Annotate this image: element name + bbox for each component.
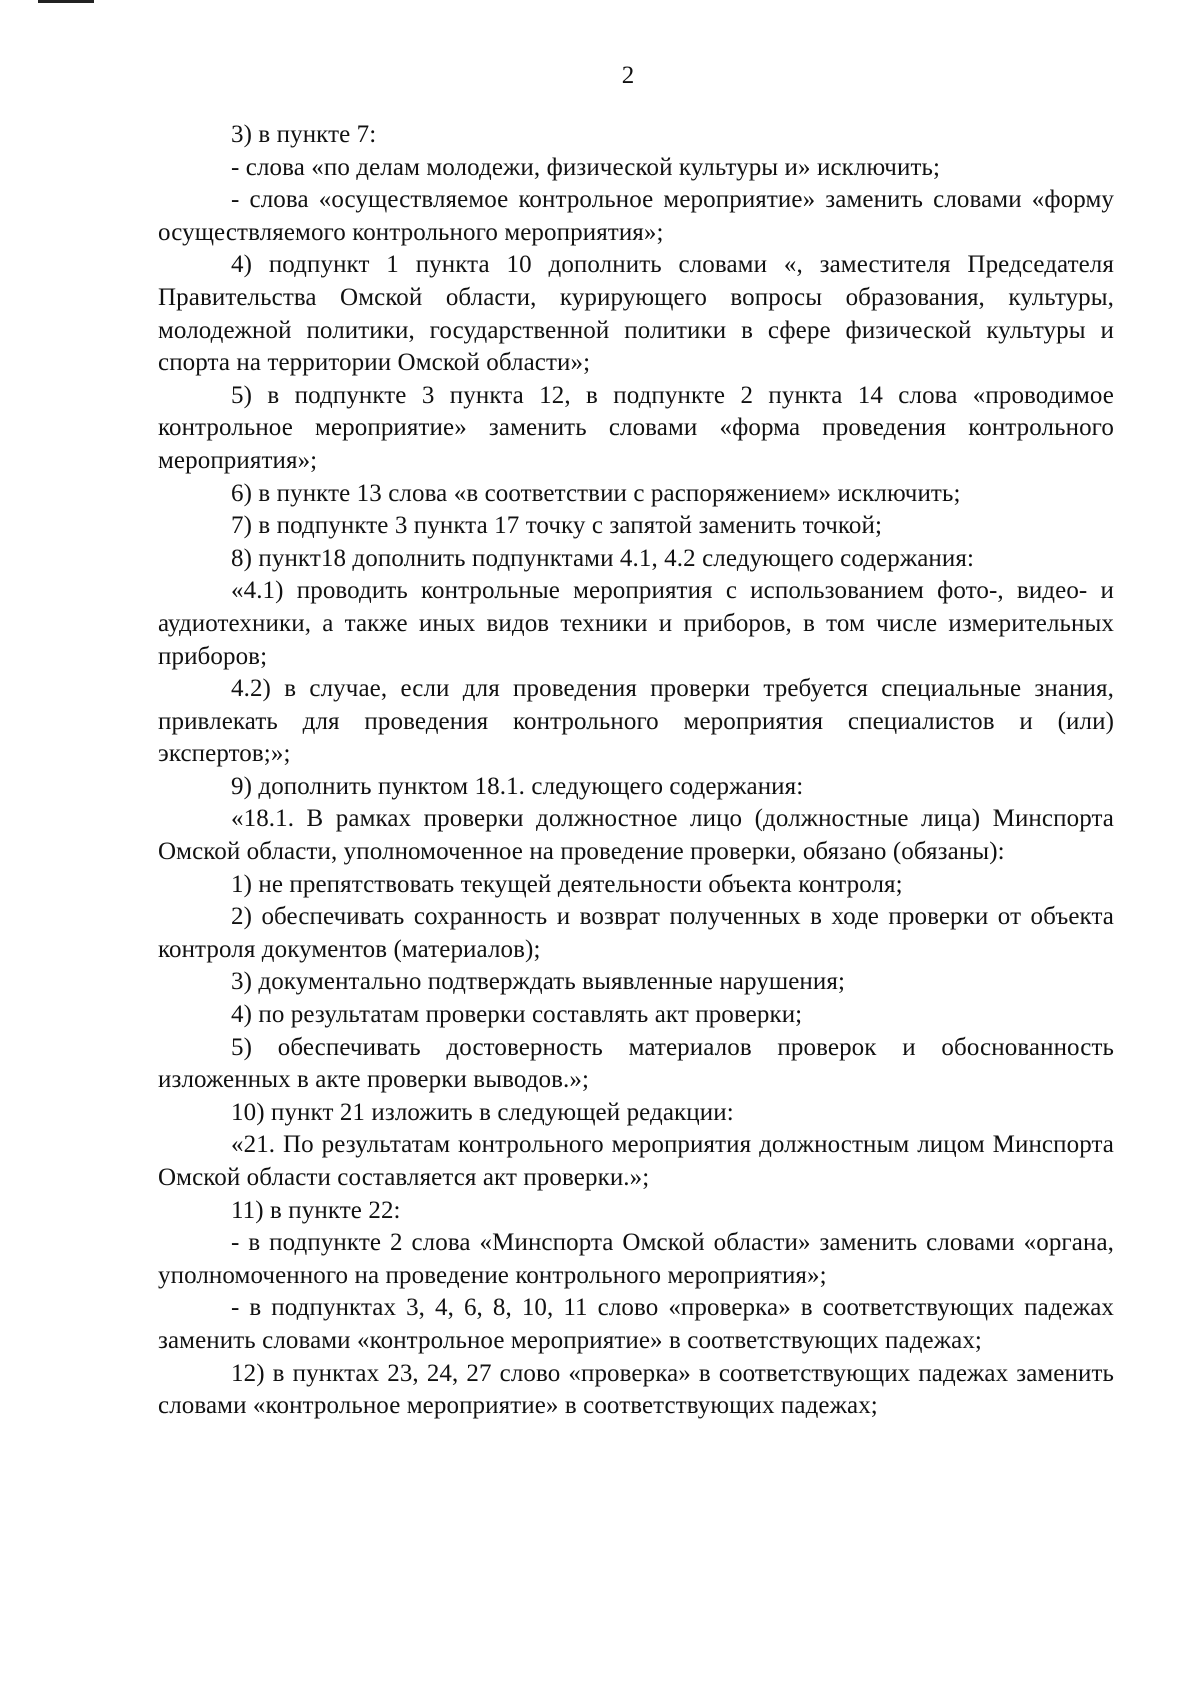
paragraph-duty-2: 2) обеспечивать сохранность и возврат полученных в ходе проверки от объекта контроля документов (материалов); (158, 903, 1114, 963)
paragraph-duty-4: 4) по результатам проверки составлять акт проверки; (231, 1001, 803, 1029)
paragraph-item-11-dash-1: - в подпункте 2 слова «Минспорта Омской области» заменить словами «органа, уполномоченного на проведение контрольного мероприятия»; (158, 1229, 1114, 1289)
paragraph-item-9: 9) дополнить пунктом 18.1. следующего содержания: (231, 772, 804, 800)
paragraph-item-7: 7) в подпункте 3 пункта 17 точку с запятой заменить точкой; (231, 512, 883, 540)
scan-corner-mark (38, 0, 94, 3)
paragraph-item-3: 3) в пункте 7: (231, 121, 377, 148)
paragraph-subitem-4-2: 4.2) в случае, если для проведения проверки требуется специальные знания, привлекать для проведения контрольного мероприятия специалистов и (или) экспертов;»; (158, 675, 1114, 768)
paragraph-item-11: 11) в пункте 22: (231, 1196, 401, 1224)
paragraph-clause-21: «21. По результатам контрольного мероприятия должностным лицом Минспорта Омской области составляется акт проверки.»; (158, 1131, 1114, 1191)
paragraph-item-5: 5) в подпункте 3 пункта 12, в подпункте 2 пункта 14 слова «проводимое контрольное мероприятие» заменить словами «форма проведения контрольного мероприятия»; (158, 381, 1114, 474)
paragraph-clause-18-1: «18.1. В рамках проверки должностное лицо (должностные лица) Минспорта Омской области, уполномоченное на проведение проверки, обязано (обязаны): (158, 805, 1114, 866)
paragraph-duty-3: 3) документально подтверждать выявленные нарушения; (231, 968, 846, 996)
paragraph-item-10: 10) пункт 21 изложить в следующей редакции: (231, 1098, 734, 1126)
paragraph-duty-5: 5) обеспечивать достоверность материалов проверок и обоснованность изложенных в акте проверки выводов.»; (158, 1033, 1114, 1094)
paragraph-item-8: 8) пункт18 дополнить подпунктами 4.1, 4.2 следующего содержания: (231, 544, 975, 572)
document-body (158, 119, 1114, 1423)
paragraph-item-6: 6) в пункте 13 слова «в соответствии с распоряжением» исключить; (231, 479, 961, 507)
paragraph-item-3-dash-2: - слова «осуществляемое контрольное мероприятие» заменить словами «форму осуществляемого контрольного мероприятия»; (158, 186, 1114, 246)
paragraph-item-11-dash-2: - в подпунктах 3, 4, 6, 8, 10, 11 слово «проверка» в соответствующих падежах заменить словами «контрольное мероприятие» в соответствующих падежах; (158, 1294, 1114, 1354)
paragraph-duty-1: 1) не препятствовать текущей деятельности объекта контроля; (231, 870, 903, 898)
paragraph-item-12: 12) в пунктах 23, 24, 27 слово «проверка» в соответствующих падежах заменить словами «контрольное мероприятие» в соответствующих падежах; (158, 1359, 1114, 1420)
paragraph-subitem-4-1: «4.1) проводить контрольные мероприятия с использованием фото-, видео- и аудиотехники, а также иных видов техники и приборов, в том числе измерительных приборов; (158, 577, 1114, 670)
paragraph-item-4: 4) подпункт 1 пункта 10 дополнить словами «, заместителя Председателя Правительства Омской области, курирующего вопросы образования, культуры, молодежной политики, государственной политики в сфере физической культуры и спорта на территории Омской области»; (158, 251, 1114, 377)
page-number: 2 (621, 62, 635, 89)
paragraph-item-3-dash-1: - слова «по делам молодежи, физической культуры и» исключить; (231, 153, 941, 181)
